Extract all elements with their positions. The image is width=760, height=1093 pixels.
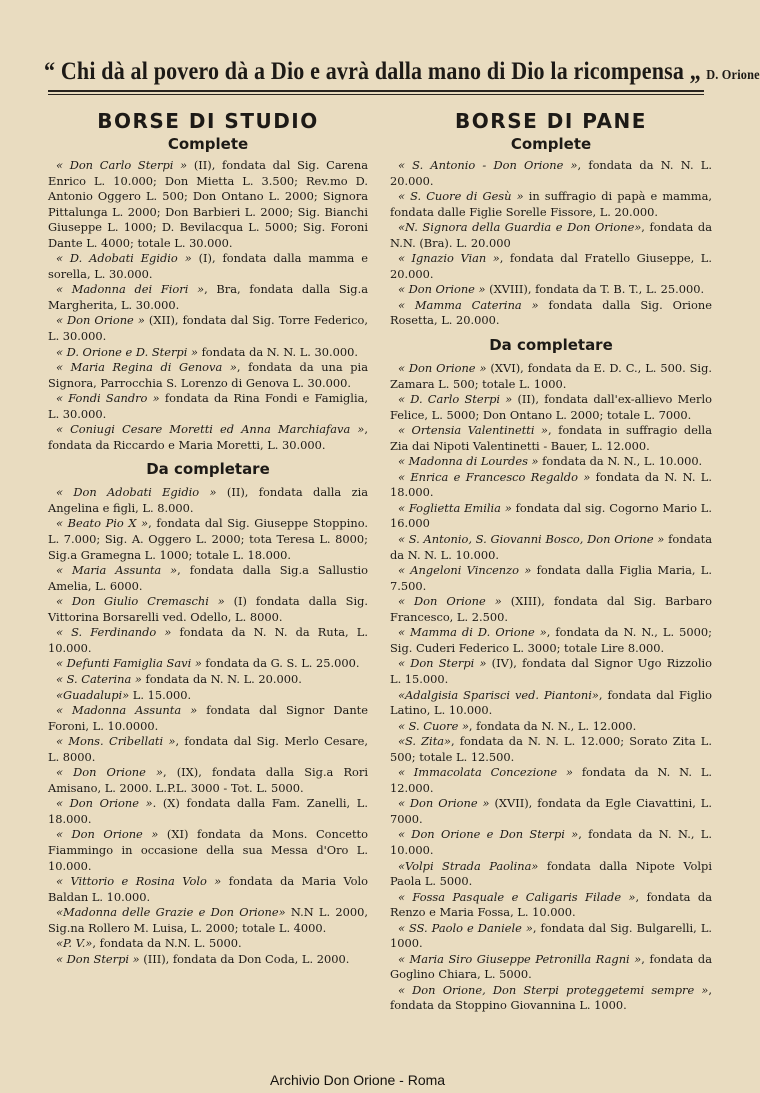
entry-text: fondata da N. N., L. 10.000. [538, 454, 703, 469]
entry-name: « Don Orione e Don Sterpi » [398, 827, 579, 842]
quote-author: D. Orione [706, 68, 760, 83]
header-quote [44, 58, 760, 86]
archive-footer: Archivio Don Orione - Roma [270, 1072, 446, 1088]
entry-text: , fondata da N. N., L. 10.000. [390, 827, 712, 857]
entry-text: (XVI), fondata da E. D. C., L. 500. Sig. Zamara L. 500; totale L. 1000. [390, 361, 712, 391]
entry-name: « D. Adobati Egidio » [56, 251, 192, 266]
entry-text: fondata dalla Sig. Orione Rosetta, L. 20.000. [390, 297, 712, 328]
list-item [48, 594, 368, 625]
entry-name: « S. Caterina » [56, 671, 142, 686]
entry-text: , fondata dal Fratello Giuseppe, L. 20.000. [390, 251, 712, 281]
entry-name: « Foglietta Emilia » [398, 500, 512, 515]
entry-text: fondata da N. N. L. 10.000. [390, 532, 713, 562]
list-item [390, 563, 712, 594]
entry-text: (II), fondata dall'ex-allievo Merlo Felice, L. 5000; Don Ontano L. 2000; totale L. 7000. [390, 392, 712, 422]
entry-name: « Don Orione, Don Sterpi proteggetemi sempre » [398, 982, 709, 997]
entry-name: « Maria Regina di Genova » [56, 360, 237, 375]
list-item [48, 796, 368, 827]
list-item [390, 890, 712, 921]
list-item [48, 158, 368, 251]
entry-text: , fondata da N.N. (Bra). L. 20.000 [390, 220, 712, 250]
entry-name: « S. Cuore di Gesù » [398, 189, 524, 204]
list-item [390, 688, 712, 719]
entry-text: (IV), fondata dal Signor Ugo Rizzolio L. 15.000. [390, 656, 712, 686]
entry-name: « SS. Paolo e Daniele » [398, 920, 533, 935]
entry-text: fondata da N. N. L. 18.000. [390, 469, 712, 500]
entry-name: « Don Orione » [56, 765, 163, 780]
list-item [390, 251, 712, 282]
entry-text: , fondata dal Figlio Latino, L. 10.000. [390, 687, 712, 718]
list-item [390, 470, 712, 501]
entry-text: L. 15.000. [129, 687, 192, 702]
column-borse-di-pane [390, 108, 712, 1014]
list-item [48, 688, 368, 704]
entry-name: « Beato Pio X » [56, 516, 149, 531]
entry-name: «Adalgisia Sparisci ved. Piantoni» [398, 687, 599, 702]
entry-text: , fondata da N. N. L. 12.000; Sorato Zita L. 500; totale L. 12.500. [390, 734, 712, 764]
list-item [390, 423, 712, 454]
entry-text: (XII), fondata dal Sig. Torre Federico, L. 30.000. [48, 313, 368, 344]
entry-text: , fondata da N. N. L. 20.000. [390, 158, 712, 188]
list-item [48, 827, 368, 874]
list-item [390, 921, 712, 952]
list-item [390, 827, 712, 858]
subsection-title: Da completare [489, 336, 613, 355]
list-item [48, 734, 368, 765]
entry-text: , fondata da N. N., L. 12.000. [468, 718, 637, 733]
subsection-title: Complete [510, 135, 592, 153]
entry-name: « Don Orione » [56, 313, 145, 328]
entry-text: fondata da Rina Fondi e Famiglia, L. 30.000. [48, 391, 368, 421]
list-item [48, 485, 368, 516]
entry-text: , fondata da Renzo e Maria Fossa, L. 10.000. [390, 889, 712, 920]
header-rule-top [48, 90, 704, 92]
entry-name: « Don Orione » [56, 796, 153, 811]
entry-text: (XIII), fondata dal Sig. Barbaro Francesco, L. 2.500. [390, 594, 712, 624]
entry-name: « Madonna di Lourdes » [398, 454, 539, 469]
entry-name: « S. Ferdinando » [56, 625, 172, 640]
list-item [390, 796, 712, 827]
complete-list [48, 158, 368, 453]
entry-name: «Guadalupi» [56, 687, 130, 702]
entry-name: « Fossa Pasquale e Caligaris Filade » [398, 889, 636, 904]
list-item [390, 594, 712, 625]
subsection-title: Da completare [146, 460, 270, 479]
entry-text: , fondata in suffragio della Zia dai Nipoti Valentinetti - Bauer, L. 12.000. [390, 423, 712, 453]
entry-name: « Don Giulio Cremaschi » [56, 594, 225, 609]
entry-text: fondata dalla Nipote Volpi Paola L. 5000. [390, 858, 712, 889]
entry-text: , fondata dal Sig. Merlo Cesare, L. 8000. [48, 734, 368, 764]
entry-text: , fondata da una pia Signora, Parrocchia S. Lorenzo di Genova L. 30.000. [48, 360, 368, 390]
list-item [390, 220, 712, 251]
entry-text: in suffragio di papà e mamma, fondata dalle Figlie Sorelle Fissore, L. 20.000. [390, 189, 712, 219]
list-item [390, 158, 712, 189]
entry-text: fondata da N. N. da Ruta, L. 10.000. [48, 625, 368, 655]
list-item [390, 656, 712, 687]
list-item [48, 874, 368, 905]
complete-list [390, 158, 712, 329]
entry-name: « Fondi Sandro » [56, 391, 160, 406]
list-item [48, 656, 368, 672]
list-item [48, 952, 368, 968]
entry-text: fondata da N. N. L. 12.000. [390, 765, 712, 795]
entry-name: « Angeloni Vincenzo » [398, 563, 532, 578]
list-item [48, 313, 368, 344]
entry-name: « Don Orione » [398, 594, 502, 609]
list-item [48, 703, 368, 734]
list-item [48, 563, 368, 594]
entry-name: « D. Orione e D. Sterpi » [56, 344, 198, 359]
entry-name: « S. Antonio, S. Giovanni Bosco, Don Orione » [398, 532, 665, 547]
entry-name: « Don Orione » [56, 827, 159, 842]
list-item [48, 251, 368, 282]
list-item [390, 983, 712, 1014]
entry-name: « Mons. Cribellati » [56, 734, 176, 749]
entry-name: « Mamma di D. Orione » [398, 625, 547, 640]
entry-name: « Don Sterpi » [56, 951, 140, 966]
list-item [390, 454, 712, 470]
list-item [390, 952, 712, 983]
list-item [48, 905, 368, 936]
entry-text: fondata dal sig. Cogorno Mario L. 16.000 [390, 500, 712, 531]
entry-text: , fondata dal Sig. Bulgarelli, L. 1000. [390, 920, 712, 951]
entry-text: (I) fondata dalla Sig. Vittorina Borsarelli ved. Odello, L. 8000. [48, 594, 369, 624]
entry-name: « Maria Assunta » [56, 563, 178, 578]
entry-text: fondata da G. S. L. 25.000. [201, 656, 360, 671]
entry-name: « Don Sterpi » [398, 656, 487, 671]
entry-text: fondata dalla Figlia Maria, L. 7.500. [390, 563, 712, 593]
entry-text: , fondata da Goglino Chiara, L. 5000. [390, 951, 713, 982]
entry-text: , fondata da Riccardo e Maria Moretti, L. 30.000. [48, 422, 368, 452]
entry-text: , fondata dal Sig. Giuseppe Stoppino. L. 7.000; Sig. A. Oggero L. 2000; tota Teresa L. 8000; Sig.a Gramegna L. 1000; totale L. 18.000. [48, 516, 368, 562]
entry-name: « S. Cuore » [398, 718, 469, 733]
list-item [390, 719, 712, 735]
list-item [48, 625, 368, 656]
entry-name: « Don Adobati Egidio » [56, 485, 217, 500]
list-item [48, 765, 368, 796]
entry-text: (XVII), fondata da Egle Ciavattini, L. 7000. [390, 796, 712, 826]
entry-name: « Madonna Assunta » [56, 703, 198, 718]
entry-text: (III), fondata da Don Coda, L. 2000. [139, 951, 350, 966]
todo-list [390, 361, 712, 1014]
list-item [390, 765, 712, 796]
list-item [48, 282, 368, 313]
entry-text: , (IX), fondata dalla Sig.a Rori Amisano, L. 2000. L.P.L. 3000 - Tot. L. 5000. [48, 765, 368, 795]
subsection-title: Complete [167, 135, 249, 153]
entry-name: « Enrica e Francesco Regaldo » [398, 469, 591, 484]
list-item [390, 532, 712, 563]
entry-name: « Defunti Famiglia Savi » [56, 656, 202, 671]
entry-text: fondata da Maria Volo Baldan L. 10.000. [48, 874, 368, 904]
entry-name: « Don Orione » [398, 796, 490, 811]
entry-text: fondata da N. N. L. 30.000. [197, 344, 359, 359]
entry-name: « D. Carlo Sterpi » [398, 392, 513, 407]
list-item [48, 936, 368, 952]
list-item [390, 392, 712, 423]
entry-text: , fondata dalla Sig.a Sallustio Amelia, L. 6000. [48, 563, 368, 593]
todo-list [48, 485, 368, 967]
header-rule-bottom [48, 94, 704, 95]
entry-name: « Mamma Caterina » [398, 297, 539, 312]
entry-text: (II), fondata dal Sig. Carena Enrico L. 10.000; Don Mietta L. 3.500; Rev.mo D. Antonio Oggero L. 500; Don Ontano L. 2000; Signora Pittalunga L. 2000; Don Barbieri L. 2000; Sig. Bianchi Giuseppe L. 1000; D. Bevilacqua L. 5000; Sig. Foroni Dante L. 4000; totale L. 30.000. [48, 158, 368, 250]
entry-text: , Bra, fondata dalla Sig.a Margherita, L. 30.000. [48, 282, 368, 312]
entry-name: « Don Orione » [398, 361, 487, 376]
entry-text: , fondata da Stoppino Giovannina L. 1000. [390, 982, 712, 1013]
list-item [390, 501, 712, 532]
entry-name: « Coniugi Cesare Moretti ed Anna Marchiafava » [56, 422, 365, 437]
entry-name: «P. V.» [56, 936, 93, 951]
entry-name: « Don Orione » [398, 282, 486, 297]
list-item [390, 625, 712, 656]
entry-name: « Don Carlo Sterpi » [56, 158, 188, 172]
entry-name: « Maria Siro Giuseppe Petronilla Ragni » [398, 951, 642, 966]
entry-text: , fondata da N.N. L. 5000. [92, 936, 242, 951]
list-item [390, 282, 712, 298]
section-title: BORSE DI PANE [455, 109, 647, 133]
section-title: BORSE DI STUDIO [97, 109, 319, 133]
entry-name: « Ignazio Vian » [398, 251, 500, 266]
list-item [48, 360, 368, 391]
quote-text: “ Chi dà al povero dà a Dio e avrà dalla mano di Dio la ricompensa „ [44, 58, 701, 85]
list-item [48, 391, 368, 422]
entry-text: fondata dal Signor Dante Foroni, L. 10.0000. [48, 703, 368, 733]
list-item [390, 298, 712, 329]
entry-text: , fondata da N. N., L. 5000; Sig. Cuderi Federico L. 3000; totale Lire 8.000. [390, 625, 712, 655]
entry-name: «Madonna delle Grazie e Don Orione» [56, 905, 286, 920]
entry-name: « S. Antonio - Don Orione » [398, 158, 578, 172]
entry-name: « Ortensia Valentinetti » [398, 423, 549, 438]
entry-name: «S. Zita» [398, 734, 452, 749]
list-item [48, 422, 368, 453]
entry-text: (I), fondata dalla mamma e sorella, L. 30.000. [48, 251, 368, 281]
entry-name: « Madonna dei Fiori » [56, 282, 205, 297]
entry-text: . (X) fondata dalla Fam. Zanelli, L. 18.000. [48, 796, 368, 826]
list-item [48, 345, 368, 361]
list-item [390, 859, 712, 890]
entry-text: N.N L. 2000, Sig.na Rollero M. Luisa, L. 2000; totale L. 4000. [48, 905, 368, 935]
list-item [48, 516, 368, 563]
column-borse-di-studio [48, 108, 368, 967]
entry-name: « Immacolata Concezione » [398, 765, 573, 780]
entry-name: « Vittorio e Rosina Volo » [56, 874, 222, 889]
list-item [390, 734, 712, 765]
list-item [390, 361, 712, 392]
list-item [390, 189, 712, 220]
entry-text: (XI) fondata da Mons. Concetto Fiammingo in occasione della sua Messa d'Oro L. 10.000. [48, 827, 368, 873]
entry-name: «N. Signora della Guardia e Don Orione» [398, 220, 642, 235]
entry-text: (II), fondata dalla zia Angelina e figli, L. 8.000. [48, 485, 369, 515]
entry-text: fondata da N. N. L. 20.000. [141, 671, 302, 686]
entry-text: (XVIII), fondata da T. B. T., L. 25.000. [485, 282, 705, 297]
entry-name: «Volpi Strada Paolina» [398, 858, 539, 873]
list-item [48, 672, 368, 688]
